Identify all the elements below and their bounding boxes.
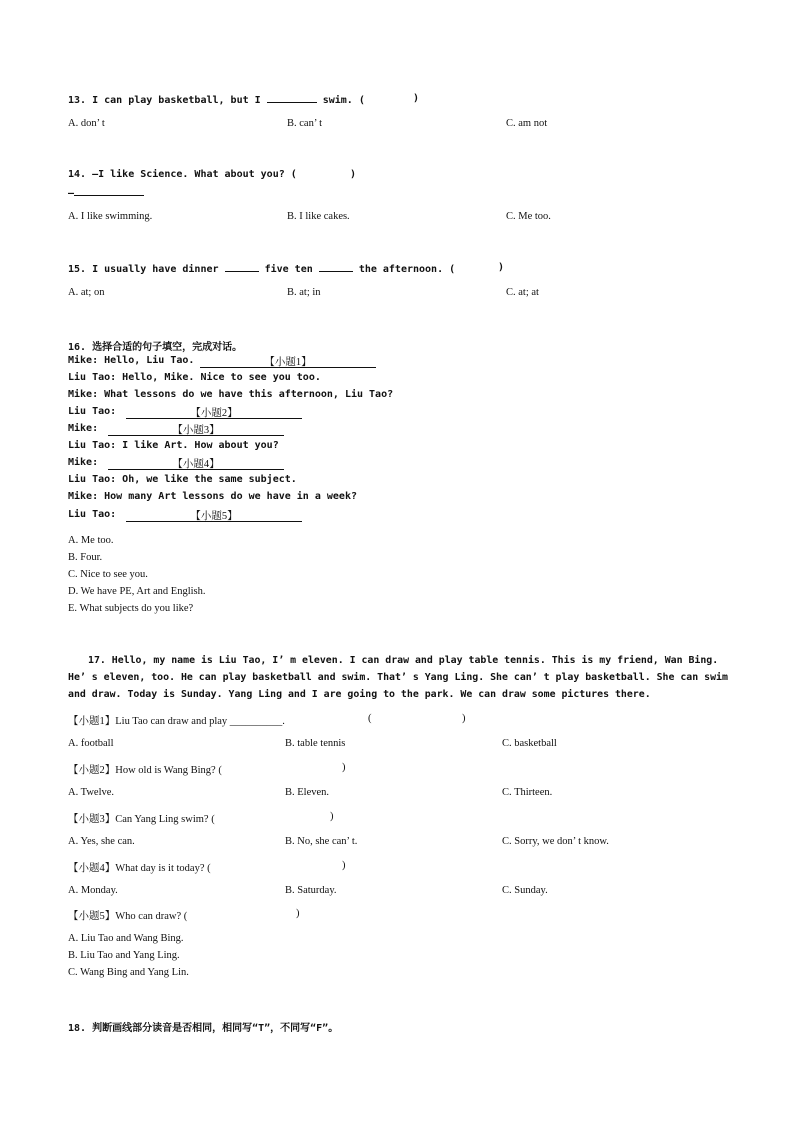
q15-option-c[interactable]: C. at; at: [506, 287, 539, 298]
dialogue-blank-4[interactable]: [108, 457, 284, 470]
q17-sub1-option-a[interactable]: A. football: [68, 738, 114, 749]
q17-sub4-option-a[interactable]: A. Monday.: [68, 885, 118, 896]
q14-option-b[interactable]: B. I like cakes.: [287, 211, 350, 222]
q17-passage-line-3: and draw. Today is Sunday. Yang Ling and I are going to the park. We can draw some pictures there.: [68, 689, 651, 700]
q13-paren-close: ): [413, 93, 420, 104]
sub-label-1: 【小题1】: [264, 357, 312, 368]
dialogue-blank-3[interactable]: [108, 423, 284, 436]
q14-option-c[interactable]: C. Me too.: [506, 211, 551, 222]
q14-answer-blank[interactable]: [74, 186, 144, 196]
dialogue-blank-1[interactable]: [200, 355, 376, 368]
q15-stem-part1: 15. I usually have dinner: [68, 264, 219, 275]
q17-sub2-option-a[interactable]: A. Twelve.: [68, 787, 115, 798]
question-16-title: 16. 选择合适的句子填空，完成对话。: [68, 342, 243, 353]
q17-sub1-option-b[interactable]: B. table tennis: [285, 738, 346, 749]
q15-paren-close: ): [498, 262, 505, 273]
q16-option-e[interactable]: E. What subjects do you like?: [68, 603, 194, 614]
q17-sub4-option-b[interactable]: B. Saturday.: [285, 885, 337, 896]
q17-sub5-paren-close: ): [296, 908, 300, 919]
q17-sub3-option-c[interactable]: C. Sorry, we don’ t know.: [502, 836, 609, 847]
q17-passage-line-1: 17. Hello, my name is Liu Tao, I’ m eleven. I can draw and play table tennis. This is my friend, Wan Bing.: [88, 655, 719, 666]
q17-sub2-question: 【小题2】How old is Wang Bing? (: [68, 765, 222, 776]
q15-blank-1[interactable]: [225, 262, 259, 272]
q17-sub4-paren-close: ): [342, 860, 346, 871]
dialogue-line-2: Liu Tao: Hello, Mike. Nice to see you too.: [68, 372, 321, 383]
q17-sub3-option-a[interactable]: A. Yes, she can.: [68, 836, 135, 847]
dialogue-line-1: Mike: Hello, Liu Tao.: [68, 355, 195, 366]
q17-sub2-paren-close: ): [342, 762, 346, 773]
q15-blank-2[interactable]: [319, 262, 353, 272]
sub-label-3: 【小题3】: [172, 425, 220, 436]
q15-option-b[interactable]: B. at; in: [287, 287, 321, 298]
q16-option-a[interactable]: A. Me too.: [68, 535, 114, 546]
q17-sub5-option-b[interactable]: B. Liu Tao and Yang Ling.: [68, 950, 180, 961]
q17-sub5-option-c[interactable]: C. Wang Bing and Yang Lin.: [68, 967, 189, 978]
q15-stem-part2: five ten: [264, 264, 313, 275]
q17-sub4-option-c[interactable]: C. Sunday.: [502, 885, 548, 896]
dialogue-line-8: Liu Tao: Oh, we like the same subject.: [68, 474, 297, 485]
q16-option-b[interactable]: B. Four.: [68, 552, 103, 563]
q15-option-a[interactable]: A. at; on: [68, 287, 105, 298]
q16-option-c[interactable]: C. Nice to see you.: [68, 569, 148, 580]
q13-option-b[interactable]: B. can’ t: [287, 118, 323, 129]
q17-sub3-option-b[interactable]: B. No, she can’ t.: [285, 836, 358, 847]
q13-blank[interactable]: [267, 93, 317, 103]
q17-sub2-option-c[interactable]: C. Thirteen.: [502, 787, 553, 798]
q17-sub1-option-c[interactable]: C. basketball: [502, 738, 557, 749]
dialogue-line-3: Mike: What lessons do we have this afternoon, Liu Tao?: [68, 389, 394, 400]
q17-sub4-question: 【小题4】What day is it today? (: [68, 863, 211, 874]
q17-sub3-paren-close: ): [330, 811, 334, 822]
q13-stem-part2: swim. (: [322, 95, 365, 106]
question-18-title: 18. 判断画线部分读音是否相同，相同写“T”，不同写“F”。: [68, 1023, 339, 1034]
sub-label-4: 【小题4】: [172, 459, 220, 470]
dialogue-blank-5[interactable]: [126, 509, 302, 522]
q14-option-a[interactable]: A. I like swimming.: [68, 211, 153, 222]
question-13-stem: [68, 93, 365, 106]
q14-answer-line: [68, 186, 144, 199]
q17-sub2-option-b[interactable]: B. Eleven.: [285, 787, 330, 798]
q13-option-a[interactable]: A. don’ t: [68, 118, 105, 129]
question-14-stem: 14. —I like Science. What about you? (: [68, 169, 297, 180]
dialogue-line-6: Liu Tao: I like Art. How about you?: [68, 440, 279, 451]
dialogue-line-5: Mike:: [68, 423, 99, 434]
q13-option-c[interactable]: C. am not: [506, 118, 548, 129]
dialogue-line-7: Mike:: [68, 457, 99, 468]
q16-option-d[interactable]: D. We have PE, Art and English.: [68, 586, 206, 597]
q17-sub1-question: 【小题1】Liu Tao can draw and play __________.: [68, 716, 285, 727]
q15-stem-part3: the afternoon. (: [358, 264, 456, 275]
dialogue-blank-2[interactable]: [126, 406, 302, 419]
q17-sub1-paren-close: ): [462, 713, 466, 724]
q13-stem-part1: 13. I can play basketball, but I: [68, 95, 261, 106]
dialogue-line-9: Mike: How many Art lessons do we have in a week?: [68, 491, 357, 502]
q14-answer-dash: —: [68, 188, 75, 199]
dialogue-line-10: Liu Tao:: [68, 509, 117, 520]
sub-label-5: 【小题5】: [190, 511, 238, 522]
dialogue-line-4: Liu Tao:: [68, 406, 117, 417]
sub-label-2: 【小题2】: [190, 408, 238, 419]
q17-sub5-option-a[interactable]: A. Liu Tao and Wang Bing.: [68, 933, 184, 944]
q17-sub3-question: 【小题3】Can Yang Ling swim? (: [68, 814, 215, 825]
q17-sub1-paren-open: (: [368, 713, 372, 724]
question-15-stem: [68, 262, 455, 275]
q17-passage-line-2: He’ s eleven, too. He can play basketball and swim. That’ s Yang Ling. She can’ t play basketball. She can swim: [68, 672, 728, 683]
q14-paren-close: ): [350, 169, 357, 180]
q17-sub5-question: 【小题5】Who can draw? (: [68, 911, 188, 922]
